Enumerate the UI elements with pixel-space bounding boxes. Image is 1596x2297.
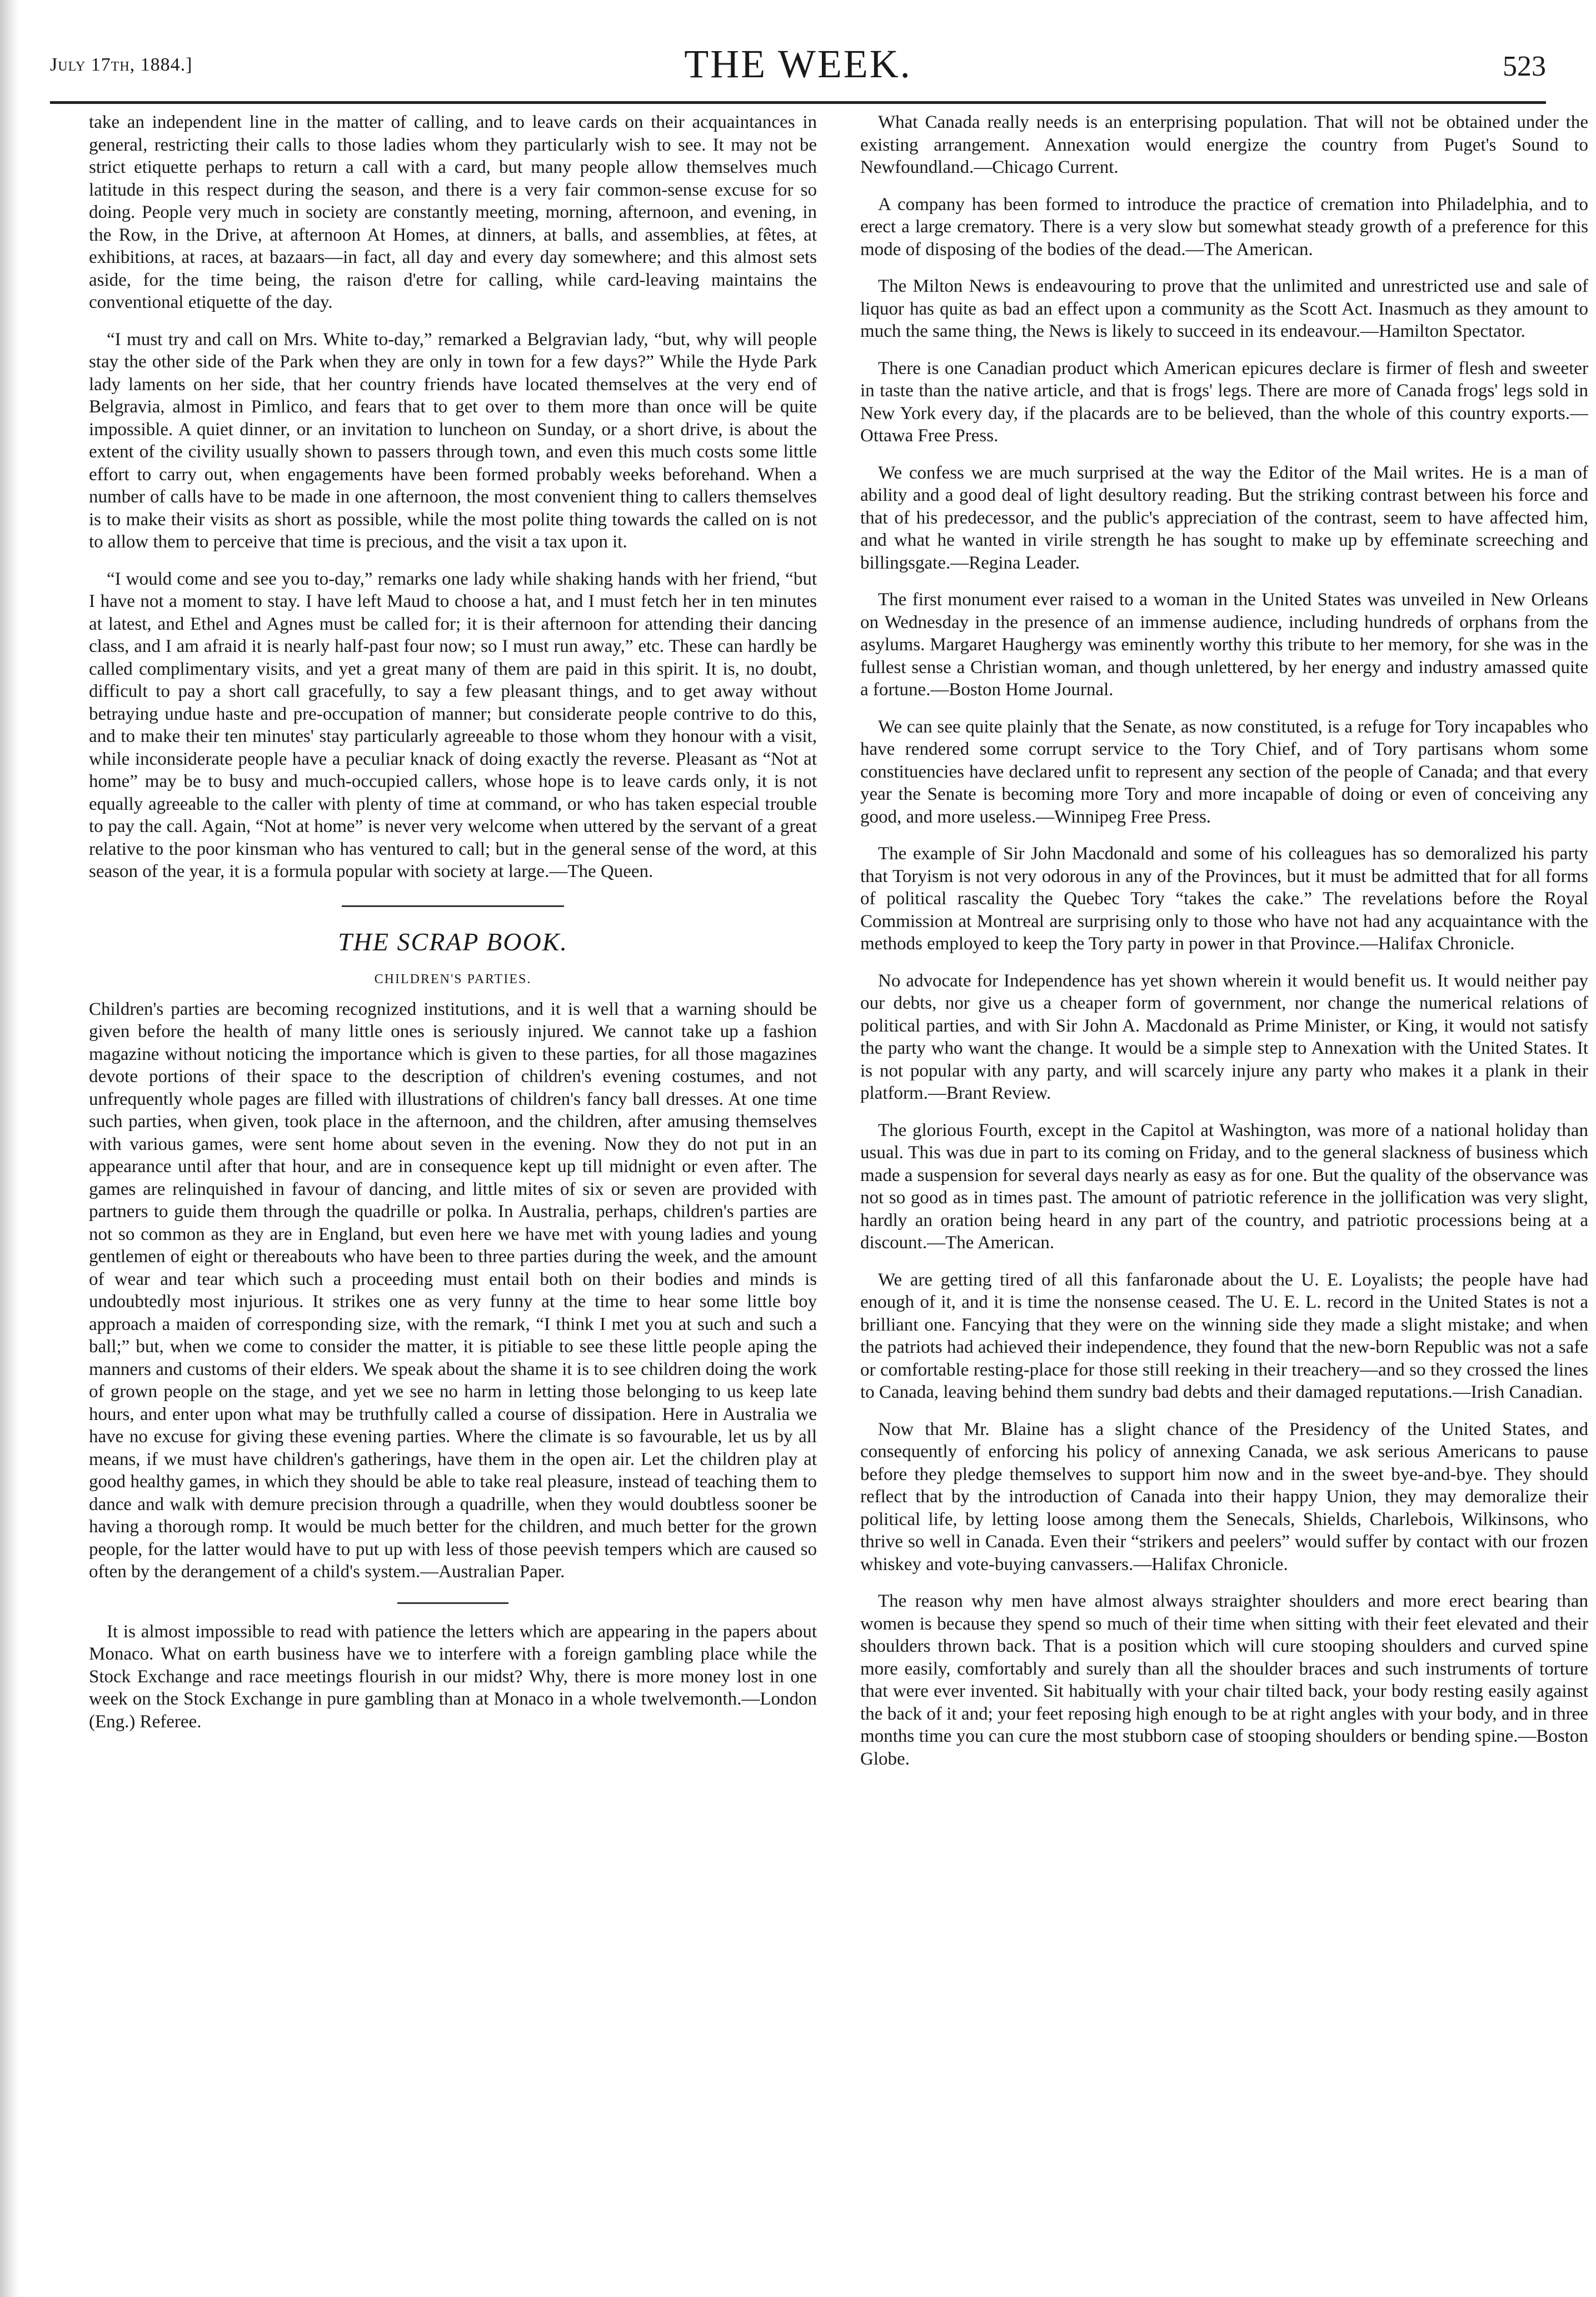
monaco-text: It is almost impossible to read with patience the letters which are appearing in the papers about Monaco. What on earth business have we to interfere with a foreign gambling place while the Stock Exchange and race meetings flourish in our midst? Why, there is more money lost in one week on the Stock Exchange in pure gambling than at Monaco in a whole twelvemonth.—London (Eng.) Referee. — [89, 1621, 817, 1732]
press-item: We can see quite plainly that the Senate, as now constituted, is a refuge for Tory incapables who have rendered some corrupt service to the Tory Chief, and of Tory partisans whom some constituencies have declared unfit to represent any section of the people of Canada; and that every year the Senate is becoming more Tory and more incapable of doing or even of conceiving any good, and more useless.—Winnipeg Free Press. — [860, 716, 1588, 827]
children-parties-title: CHILDREN'S PARTIES. — [374, 971, 532, 986]
press-item: No advocate for Independence has yet shown wherein it would benefit us. It would neither pay our debts, nor give us a cheaper form of government, nor change the numerical relations of political parties, and with Sir John A. Macdonald as Prime Minister, or King, it would not satisfy the party who want the change. It would be a simple step to Annexation with the United States. It is not popular with any party, and will scarcely injure any party who makes it a plank in their platform.—Brant Review. — [860, 970, 1588, 1103]
press-item: A company has been formed to introduce the practice of cremation into Philadelphia, and to erect a large crematory. There is a very slow but somewhat steady growth of a preference for this mode of disposing of the bodies of the dead.—The American. — [860, 194, 1588, 260]
press-item: We confess we are much surprised at the way the Editor of the Mail writes. He is a man of ability and a good deal of light desultory reading. But the striking contrast between his force and that of his predecessor, and the public's appreciation of the contrast, seem to have affected him, and what he wanted in virile strength he has sought to make up by effeminate screeching and billingsgate.—Regina Leader. — [860, 462, 1588, 573]
left-column — [89, 111, 817, 2268]
section-divider — [342, 905, 564, 907]
press-item: There is one Canadian product which American epicures declare is firmer of flesh and sweeter in taste than the native article, and that is frogs' legs. There are more of Canada frogs' legs sold in New York every day, if the placards are to be believed, than the whole of this country exports.—Ottawa Free Press. — [860, 358, 1588, 446]
calling-paragraph-1: take an independent line in the matter of calling, and to leave cards on their acquaintances in general, restricting their calls to those ladies whom they particularly wish to see. It may not be strict etiquette perhaps to return a call with a card, but many people allow themselves much latitude in this respect during the season, and there is a very fair common-sense excuse for so doing. People very much in society are constantly meeting, morning, afternoon, and evening, in the Row, in the Drive, at afternoon At Homes, at dinners, at balls, and assemblies, at fêtes, at exhibitions, at races, at bazaars—in fact, all day and every day somewhere; and this almost sets aside, for the time being, the raison d'etre for calling, while card-leaving maintains the conventional etiquette of the day. — [89, 112, 817, 312]
press-item: The example of Sir John Macdonald and some of his colleagues has so demoralized his party that Toryism is not very odorous in any of the Provinces, but it must be admitted that for all forms of political rascality the Quebec Tory “takes the cake.” The revelations before the Royal Commission at Montreal are surprising only to those who have not had any acquaintance with the methods employed to keep the Tory party in power in that Province.—Halifax Chronicle. — [860, 844, 1588, 954]
issue-date: July 17th, 1884.] — [50, 54, 193, 75]
item-divider — [397, 1602, 508, 1604]
press-item: The first monument ever raised to a woman in the United States was unveiled in New Orleans on Wednesday in the presence of an immense audience, including hundreds of orphans from the asylums. Margaret Haughergy was eminently worthy this tribute to her memory, for she was in the fullest sense a Christian woman, and though unlettered, by her energy and industry amassed quite a fortune.—Boston Home Journal. — [860, 590, 1588, 700]
masthead-title: THE WEEK. — [684, 42, 912, 86]
press-item: We are getting tired of all this fanfaronade about the U. E. Loyalists; the people have had enough of it, and it is time the nonsense ceased. The U. E. L. record in the United States is not a brilliant one. Fancying that they were on the winning side they made a slight mistake; and when the patriots had achieved their independence, they found that the new-born Republic was not a safe or comfortable resting-place for those still reeking in their treachery—and so they crossed the lines to Canada, leaving behind them sundry bad debts and their damaged reputations.—Irish Canadian. — [860, 1269, 1588, 1402]
press-item: The glorious Fourth, except in the Capitol at Washington, was more of a national holiday than usual. This was due in part to its coming on Friday, and to the general slackness of business which made a suspension for several days nearly as easy as for one. But the quality of the observance was not so good as in times past. The amount of patriotic reference in the jollification was very slight, hardly an oration being heard in any part of the country, and patriotic processions being at a discount.—The American. — [860, 1120, 1588, 1253]
header-rule — [50, 101, 1546, 104]
press-item: Now that Mr. Blaine has a slight chance of the Presidency of the United States, and consequently of enforcing his policy of annexing Canada, we ask serious Americans to pause before they pledge themselves to support him now and in the sweet bye-and-bye. They should reflect that by the introduction of Canada into their happy Union, they may demoralize their political life, by letting loose among them the Senecals, Shields, Charlebois, Wilkinsons, who thrive so well in Canada. Even their “strikers and peelers” would suffer by contact with our frozen whiskey and vote-buying canvassers.—Halifax Chronicle. — [860, 1419, 1588, 1574]
press-item: The reason why men have almost always straighter shoulders and more erect bearing than women is because they spend so much of their time when sitting with their feet elevated and their shoulders thrown back. That is a position which will cure stooping shoulders and curved spine more easily, comfortably and surely than all the shoulder braces and such instruments of torture that were ever invented. Sit habitually with your chair tilted back, your body resting easily against the back of it and; your feet reposing high enough to be at right angles with your body, and in three months time you can cure the most stubborn case of stooping shoulders or bending spine.—Boston Globe. — [860, 1591, 1588, 1769]
press-item: What Canada really needs is an enterprising population. That will not be obtained under the existing arrangement. Annexation would energize the country from Puget's Sound to Newfoundland.—Chicago Current. — [860, 112, 1588, 177]
children-parties-text: Children's parties are becoming recognized institutions, and it is well that a warning should be given before the health of many little ones is seriously injured. We cannot take up a fashion magazine without noticing the importance which is given to these parties, for all those magazines devote portions of their space to the description of children's evening costumes, and not unfrequently whole pages are filled with illustrations of children's fancy ball dresses. At one time such parties, when given, took place in the afternoon, and the children, after amusing themselves with various games, were sent home about seven in the evening. Now they do not put in an appearance until after that hour, and are in consequence kept up till midnight or even after. The games are relinquished in favour of dancing, and little mites of six or seven are provided with partners to guide them through the quadrille or polka. In Australia, perhaps, children's parties are not so common as they are in England, but even here we have met with young ladies and young gentlemen of eight or thereabouts who have been to three parties during the week, and the amount of wear and tear which such a proceeding must entail both on their bodies and minds is undoubtedly most injurious. It strikes one as very funny at the time to hear some little boy approach a maiden of corresponding size, with the remark, “I think I met you at such and such a ball;” but, when we come to consider the matter, it is pitiable to see these little people aping the manners and customs of their elders. We speak about the shame it is to see children doing the work of grown people on the stage, and yet we see no harm in letting those belonging to us keep late hours, and enter upon what may be truthfully called a course of dissipation. Here in Australia we have no excuse for giving these evening parties. Where the climate is so favourable, let us by all means, if we must have children's gatherings, have them in the open air. Let the children play at good healthy games, in which they should be able to take real pleasure, instead of teaching them to dance and walk with demure precision through a quadrille, when they would doubtless sooner be having a thorough romp. It would be much better for the children, and much better for the grown people, for the latter would have to put up with less of those peevish tempers which are caused so often by the derangement of a child's system.—Australian Paper. — [89, 999, 817, 1582]
press-item: The Milton News is endeavouring to prove that the unlimited and unrestricted use and sale of liquor has quite as bad an effect upon a community as the Scott Act. Inasmuch as they amount to much the same thing, the News is likely to succeed in its endeavour.—Hamilton Spectator. — [860, 276, 1588, 341]
page-edge — [0, 0, 19, 2297]
scrap-book-title: THE SCRAP BOOK. — [338, 927, 568, 956]
right-column — [860, 111, 1588, 2268]
calling-paragraph-3: “I would come and see you to-day,” remarks one lady while shaking hands with her friend, “but I have not a moment to stay. I have left Maud to choose a hat, and I must fetch her in ten minutes at latest, and Ethel and Agnes must be called for; it is their afternoon for attending their dancing class, and I am afraid it is nearly half-past four now; so I must run away,” etc. These can hardly be called complimentary visits, and yet a great many of them are paid in this spirit. It is, no doubt, difficult to pay a short call gracefully, to say a few pleasant things, and to get away without betraying undue haste and pre-occupation of manner; but considerate people contrive to do this, and to make their ten minutes' stay particularly agreeable to those whom they honour with a visit, while inconsiderate people have a peculiar knack of doing exactly the reverse. Pleasant as “Not at home” may be to busy and much-occupied callers, whose hope is to leave cards only, it is not equally agreeable to the caller with plenty of time at command, or who has taken especial trouble to pay the call. Again, “Not at home” is never very welcome when uttered by the servant of a great relative to the poor kinsman who has ventured to call; but in the general sense of the word, at this season of the year, it is a formula popular with society at large.—The Queen. — [89, 569, 817, 881]
calling-paragraph-2: “I must try and call on Mrs. White to-day,” remarked a Belgravian lady, “but, why will people stay the other side of the Park when they are only in town for a few days?” While the Hyde Park lady laments on her side, that her country friends have located themselves at the very end of Belgravia, almost in Pimlico, and fears that to get over to them more than once will be quite impossible. A quiet dinner, or an invitation to luncheon on Sunday, or a short drive, is about the extent of the civility usually shown to passers through town, and even this much costs some little effort to carry out, when engagements have been formed probably weeks beforehand. When a number of calls have to be made in one afternoon, the most convenient thing to callers themselves is to make their visits as short as possible, while the most polite thing towards the called on is not to allow them to perceive that time is precious, and the visit a tax upon it. — [89, 329, 817, 552]
page-number: 523 — [1503, 51, 1546, 82]
page-header — [50, 33, 1546, 94]
